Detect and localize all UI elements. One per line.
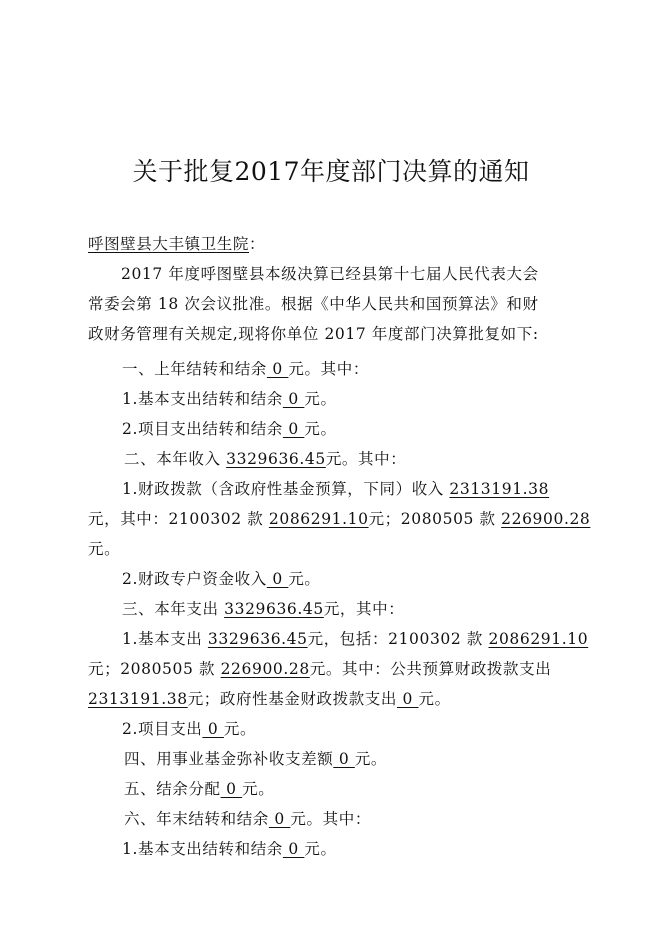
body-line (122, 629, 588, 649)
line-text: 二、本年收入 (124, 450, 227, 468)
line-text: 元；政府性基金财政拨款支出 (187, 690, 397, 708)
underlined-amount: 0 (333, 750, 355, 768)
underlined-amount: 2086291.10 (268, 510, 369, 528)
body-line (88, 324, 539, 344)
line-text: 1.基本支出 (122, 630, 208, 648)
line-text: 元。 (88, 540, 121, 558)
line-text: 元。 (242, 780, 275, 798)
line-text: 1.基本支出结转和结余 (122, 840, 283, 858)
body-line (122, 389, 337, 409)
line-text: 元，其中：2100302 款 (88, 510, 269, 528)
line-text: 元。其中： (325, 450, 407, 468)
line-text: 三、本年支出 (122, 600, 225, 618)
line-text: 元。 (354, 750, 388, 768)
underlined-amount: 0 (282, 420, 305, 438)
body-line (88, 509, 590, 529)
body-line (122, 719, 256, 739)
underlined-amount: 0 (397, 690, 419, 708)
line-text: 元。 (304, 840, 337, 858)
line-text: 元。 (418, 690, 451, 708)
line-text: 一、上年结转和结余 (122, 360, 267, 378)
body-line (124, 749, 387, 769)
underlined-amount: 0 (220, 780, 243, 798)
underlined-amount: 3329636.45 (207, 630, 308, 648)
body-line (88, 294, 539, 314)
line-text: 五、结余分配 (124, 780, 221, 798)
underlined-amount: 0 (266, 360, 289, 378)
line-text: 元。其中： (288, 360, 369, 378)
underlined-amount: 226900.28 (501, 510, 591, 528)
body-line (122, 359, 369, 379)
underlined-amount: 3329636.45 (226, 450, 326, 468)
underlined-amount: 2086291.10 (488, 630, 589, 648)
body-line (122, 599, 404, 619)
addressee-colon: ： (249, 235, 266, 253)
body-line (124, 449, 406, 469)
body-line (88, 659, 551, 679)
line-text: 元。 (288, 570, 321, 588)
line-text: 2.项目支出 (122, 720, 203, 738)
line-text: 政财务管理有关规定,现将你单位 2017 年度部门决算批复如下: (88, 325, 539, 343)
body-line (88, 539, 120, 559)
line-text: 元，包括：2100302 款 (307, 630, 489, 648)
addressee-line (88, 234, 265, 254)
line-text: 2.项目支出结转和结余 (122, 420, 283, 438)
line-text: 元。其中：公共预算财政拨款支出 (309, 660, 552, 678)
underlined-amount: 0 (268, 810, 291, 828)
body-line (124, 809, 371, 829)
underlined-amount: 2313191.38 (88, 690, 188, 708)
line-text: 元。 (304, 420, 337, 438)
underlined-amount: 0 (266, 570, 289, 588)
line-text: 1.基本支出结转和结余 (122, 390, 283, 408)
body-line (122, 839, 337, 859)
line-text: 元；2080505 款 (88, 660, 221, 678)
underlined-amount: 0 (282, 840, 305, 858)
line-text: 元。 (223, 720, 257, 738)
underlined-amount: 2313191.38 (449, 480, 550, 498)
body-line (124, 779, 274, 799)
line-text: 元。其中： (290, 810, 371, 828)
body-line (88, 689, 451, 709)
line-text: 元；2080505 款 (368, 510, 502, 528)
body-line (122, 479, 549, 499)
underlined-amount: 0 (202, 720, 224, 738)
line-text: 元。 (304, 390, 337, 408)
line-text: 元，其中： (323, 600, 405, 618)
line-text: 六、年末结转和结余 (124, 810, 269, 828)
line-text: 2017 年度呼图壁县本级决算已经县第十七届人民代表大会 (121, 265, 539, 283)
line-text: 四、用事业基金弥补收支差额 (124, 750, 334, 768)
body-line (121, 264, 539, 284)
underlined-amount: 3329636.45 (224, 600, 324, 618)
underlined-amount: 0 (282, 390, 305, 408)
addressee-name: 呼图壁县大丰镇卫生院 (88, 235, 250, 253)
document-title: 关于批复2017年度部门决算的通知 (132, 157, 530, 186)
line-text: 2.财政专户资金收入 (122, 570, 267, 588)
body-line (122, 419, 337, 439)
line-text: 1.财政拨款（含政府性基金预算，下同）收入 (122, 480, 450, 498)
body-line (122, 569, 321, 589)
underlined-amount: 226900.28 (220, 660, 310, 678)
line-text: 常委会第 18 次会议批准。根据《中华人民共和国预算法》和财 (88, 295, 539, 313)
